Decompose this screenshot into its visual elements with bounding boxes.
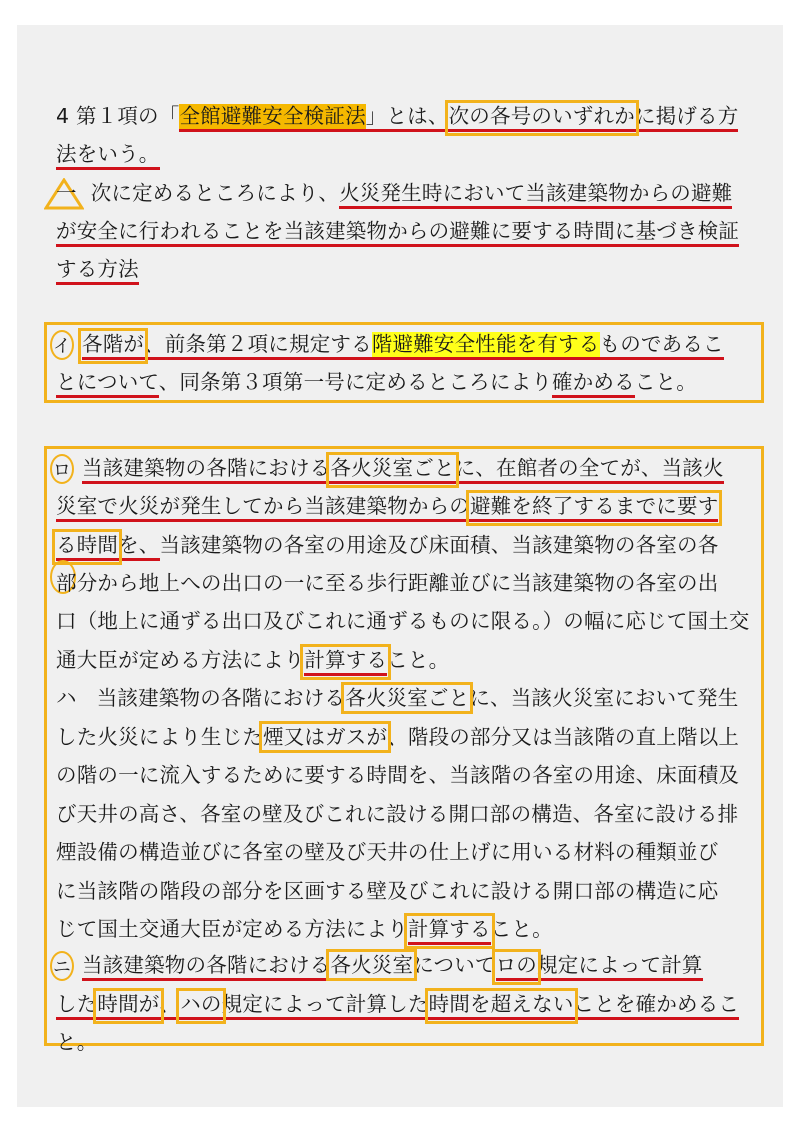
text-segment: に、当該火災室において発生 — [469, 686, 739, 710]
item-marker: ハ — [56, 686, 77, 710]
text-segment: じて国土交通大臣が定める方法により — [56, 917, 408, 941]
text-segment: 当該建築物の各階における — [96, 686, 346, 710]
boxed-term: 計算する — [408, 917, 491, 945]
item-ni-line-2 — [56, 985, 739, 1023]
item-i-line-2 — [56, 363, 697, 401]
boxed-term: ロの — [496, 953, 537, 981]
text-segment: こと。 — [387, 648, 450, 672]
item-ro-line-6 — [56, 641, 449, 679]
text-segment: 、階段の部分又は当該階の直上階以上 — [387, 725, 740, 749]
text-segment: 煙設備の構造並びに各室の壁及び天井の仕上げに用いる材料の種類並び — [56, 840, 719, 864]
item-1-line-3 — [56, 250, 139, 288]
text-segment: と。 — [56, 1030, 98, 1054]
boxed-term: 避難を終了するまでに要す — [470, 494, 718, 522]
text-segment: を、 — [118, 533, 159, 561]
text-segment: 当該建築物の各階における — [82, 953, 330, 981]
text-segment: 部 — [56, 571, 77, 595]
text-segment: ものであるこ — [600, 332, 724, 360]
boxed-term: 次の各号のいずれか — [449, 104, 635, 132]
boxed-term: 各火災室ごと — [330, 456, 454, 484]
boxed-term: 時間を超えない — [429, 992, 574, 1020]
text-segment: 規定によって計算した — [222, 992, 429, 1020]
text-segment: した — [56, 992, 97, 1020]
text-segment: する方法 — [56, 257, 139, 285]
boxed-term: 各火災室ごと — [345, 686, 470, 710]
text-segment: の階の一に流入するために要する時間を、当該階の各室の用途、床面積及 — [56, 763, 740, 787]
paragraph-4-line-1 — [56, 97, 738, 135]
text-segment: について — [413, 953, 496, 977]
item-marker-circle: イ — [50, 330, 74, 360]
item-ha-line-2 — [56, 718, 739, 756]
boxed-term: る時間 — [56, 533, 118, 561]
item-ha-line-3 — [56, 756, 739, 794]
item-ro-line-5 — [56, 602, 750, 640]
text-segment: 、同条第３項第一号に定めるところにより — [158, 370, 552, 394]
highlight-term: 階避難安全性能を有する — [372, 332, 600, 360]
text-segment: 口（地上に通ずる出口及びこれに通ずるものに限る。）の幅に応じて国土交 — [56, 609, 750, 633]
item-ro-line-2 — [56, 487, 718, 525]
item-ni-line-3 — [56, 1023, 97, 1061]
text-segment: こと。 — [490, 917, 553, 941]
item-i-line-1 — [50, 325, 724, 363]
item-ha-line-6 — [56, 872, 718, 910]
item-ro-line-3 — [56, 526, 718, 564]
text-segment: に、在館者の全てが、当該火 — [455, 456, 724, 484]
item-ro-line-1 — [50, 449, 724, 487]
text-segment: 当該建築物の各階における — [82, 456, 330, 484]
text-segment: 」とは、 — [366, 104, 449, 132]
item-1-line-1 — [56, 174, 732, 212]
text-segment: ことを確かめるこ — [574, 992, 740, 1020]
text-segment: 、前条第２項に規定する — [144, 332, 372, 360]
text-segment: 規定によって計算 — [537, 953, 703, 981]
text-segment: とについて — [56, 370, 159, 398]
boxed-term: 各階が — [82, 332, 144, 360]
item-ha-line-7 — [56, 910, 553, 948]
text-segment: び天井の高さ、各室の壁及びこれに設ける開口部の構造、各室に設ける排 — [56, 802, 739, 826]
text-segment: 確かめる — [552, 370, 635, 398]
boxed-term: ハの — [180, 992, 221, 1020]
item-ha-line-5 — [56, 833, 718, 871]
item-1-line-2 — [56, 212, 739, 250]
text-segment: 当該建築物の各室の用途及び床面積、当該建築物の各室の各 — [159, 533, 719, 557]
boxed-term: 時間が — [97, 992, 159, 1020]
text-segment: 災室で火災が発生してから当該建築物からの — [56, 494, 470, 522]
text-segment: 分から地上への出口の一に至る歩行距離並びに当該建築物の各室の出 — [76, 571, 719, 595]
item-ha-line-1 — [56, 679, 738, 717]
text-segment: 次に定めるところにより、 — [90, 181, 340, 205]
boxed-term: 計算する — [304, 648, 387, 676]
text-segment: 、 — [160, 992, 181, 1020]
text-segment: 法をいう。 — [56, 142, 160, 170]
item-marker: 一 — [56, 181, 77, 205]
text-segment: した火災により生じた — [56, 725, 263, 749]
item-ni-line-1 — [50, 946, 703, 984]
text-segment: に当該階の階段の部分を区画する壁及びこれに設ける開口部の構造に応 — [56, 879, 719, 903]
boxed-term: 煙又はガスが — [263, 725, 388, 749]
text-segment: 火災発生時において当該建築物からの避難 — [339, 181, 732, 209]
item-marker-circle: ロ — [50, 454, 74, 484]
item-marker-circle: ニ — [50, 951, 74, 981]
text-segment: こと。 — [634, 370, 697, 394]
highlight-term-zenkan: 全館避難安全検証法 — [179, 104, 365, 132]
item-ro-line-4 — [56, 564, 718, 602]
text-segment: 通大臣が定める方法により — [56, 648, 305, 672]
text-segment: 4 第１項の「 — [56, 104, 180, 128]
item-ha-line-4 — [56, 795, 738, 833]
text-segment: に掲げる方 — [635, 104, 739, 132]
paragraph-4-line-2 — [56, 135, 160, 173]
boxed-term: 各火災室 — [330, 953, 414, 977]
text-segment: が安全に行われることを当該建築物からの避難に要する時間に基づき検証 — [56, 219, 739, 247]
